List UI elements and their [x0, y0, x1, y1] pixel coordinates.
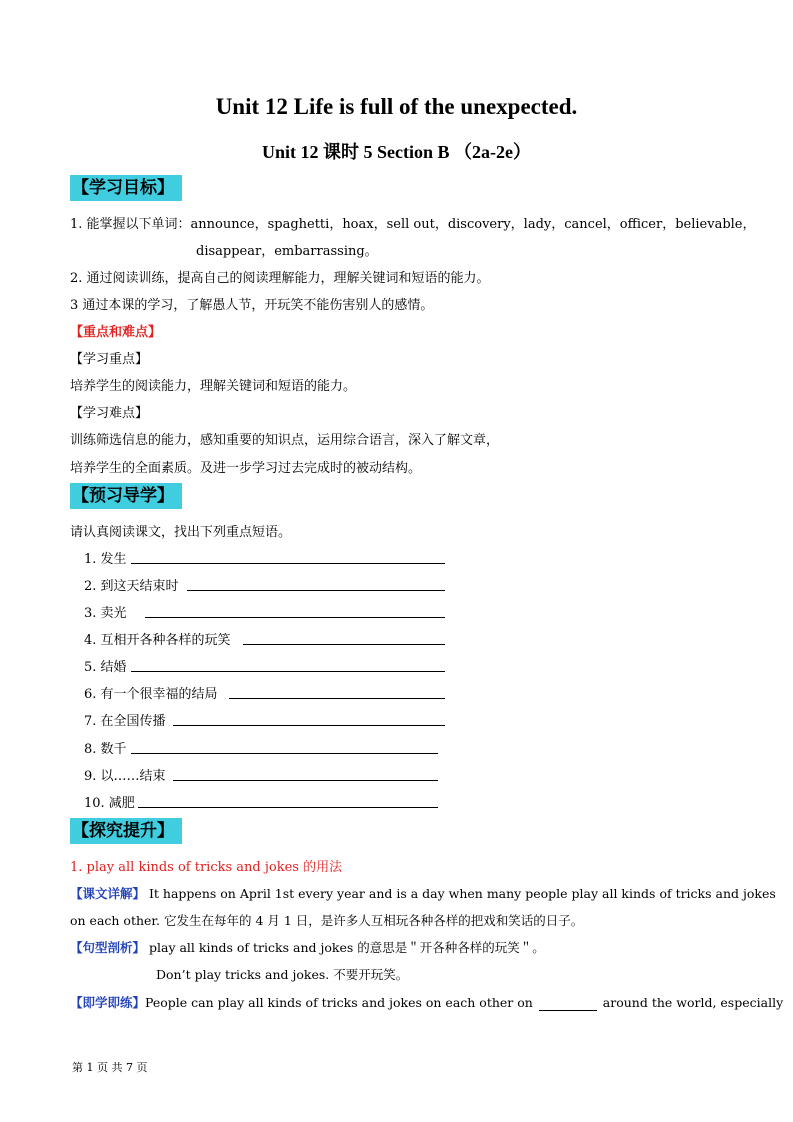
phrase-item: 4. 互相开各种各样的玩笑	[84, 633, 231, 648]
text-explanation-label: 【课文详解】	[70, 886, 146, 901]
practice-text-before: People can play all kinds of tricks and jokes on each other on	[145, 995, 537, 1010]
answer-line[interactable]	[131, 671, 445, 672]
page-title: Unit 12 Life is full of the unexpected.	[215, 94, 578, 119]
phrase-item: 3. 卖光	[84, 606, 127, 621]
preview-instruction: 请认真阅读课文，找出下列重点短语。	[70, 525, 292, 540]
section-heading-goals: 【学习目标】	[70, 175, 182, 201]
phrase-item: 5. 结婚	[84, 660, 127, 675]
focus-text: 培养学生的阅读能力，理解关键词和短语的能力。	[70, 379, 357, 394]
pattern-example: Don’t play tricks and jokes. 不要开玩笑。	[156, 967, 409, 982]
page-subtitle: Unit 12 课时 5 Section B （2a-2e）	[262, 142, 531, 162]
answer-line[interactable]	[187, 590, 445, 591]
text-explanation	[70, 884, 776, 902]
phrase-item: 1. 发生	[84, 552, 127, 567]
phrase-item: 8. 数千	[84, 742, 127, 757]
difficulty-text-1: 训练筛选信息的能力，感知重要的知识点，运用综合语言，深入了解文章，	[70, 433, 500, 448]
goal-line-2: 2. 通过阅读训练，提高自己的阅读理解能力，理解关键词和短语的能力。	[70, 271, 490, 286]
answer-line[interactable]	[173, 780, 438, 781]
section-heading-preview: 【预习导学】	[70, 483, 182, 509]
practice-text-after: around the world, especially	[598, 995, 784, 1010]
phrase-item: 10. 减肥	[84, 796, 135, 811]
practice-blank[interactable]	[539, 995, 597, 1011]
pattern-analysis-body: play all kinds of tricks and jokes 的意思是＂开各种各样的玩笑＂。	[145, 940, 545, 955]
goal-line-3: 3 通过本课的学习，了解愚人节，开玩笑不能伤害别人的感情。	[70, 298, 434, 313]
answer-line[interactable]	[131, 563, 445, 564]
practice-label: 【即学即练】	[70, 995, 146, 1010]
answer-line[interactable]	[173, 725, 445, 726]
difficulty-text-2: 培养学生的全面素质。及进一步学习过去完成时的被动结构。	[70, 461, 422, 476]
answer-line[interactable]	[131, 753, 438, 754]
text-explanation-cont: on each other. 它发生在每年的 4 月 1 日，是许多人互相玩各种各样的把戏和笑话的日子。	[70, 913, 584, 928]
point-heading: 1. play all kinds of tricks and jokes 的用法	[70, 860, 343, 875]
keypoints-heading: 【重点和难点】	[70, 325, 162, 340]
goal-line-1-cont: disappear，embarrassing。	[196, 244, 378, 259]
practice-exercise	[70, 993, 783, 1011]
difficulty-label: 【学习难点】	[70, 406, 149, 421]
phrase-item: 9. 以……结束	[84, 769, 166, 784]
page-footer: 第 1 页 共 7 页	[72, 1061, 148, 1074]
section-heading-explore: 【探究提升】	[70, 818, 182, 844]
pattern-analysis	[70, 938, 545, 956]
answer-line[interactable]	[229, 698, 445, 699]
answer-line[interactable]	[145, 617, 445, 618]
answer-line[interactable]	[138, 807, 438, 808]
phrase-item: 6. 有一个很幸福的结局	[84, 687, 218, 702]
pattern-analysis-label: 【句型剖析】	[70, 940, 146, 955]
text-explanation-body: It happens on April 1st every year and is a day when many people play all kinds of tricks and jokes	[145, 886, 776, 901]
focus-label: 【学习重点】	[70, 352, 149, 367]
answer-line[interactable]	[243, 644, 445, 645]
phrase-item: 2. 到这天结束时	[84, 579, 179, 594]
phrase-item: 7. 在全国传播	[84, 714, 166, 729]
goal-line-1: 1. 能掌握以下单词：announce，spaghetti，hoax，sell out，discovery，lady，cancel，officer，believable，	[70, 217, 756, 232]
